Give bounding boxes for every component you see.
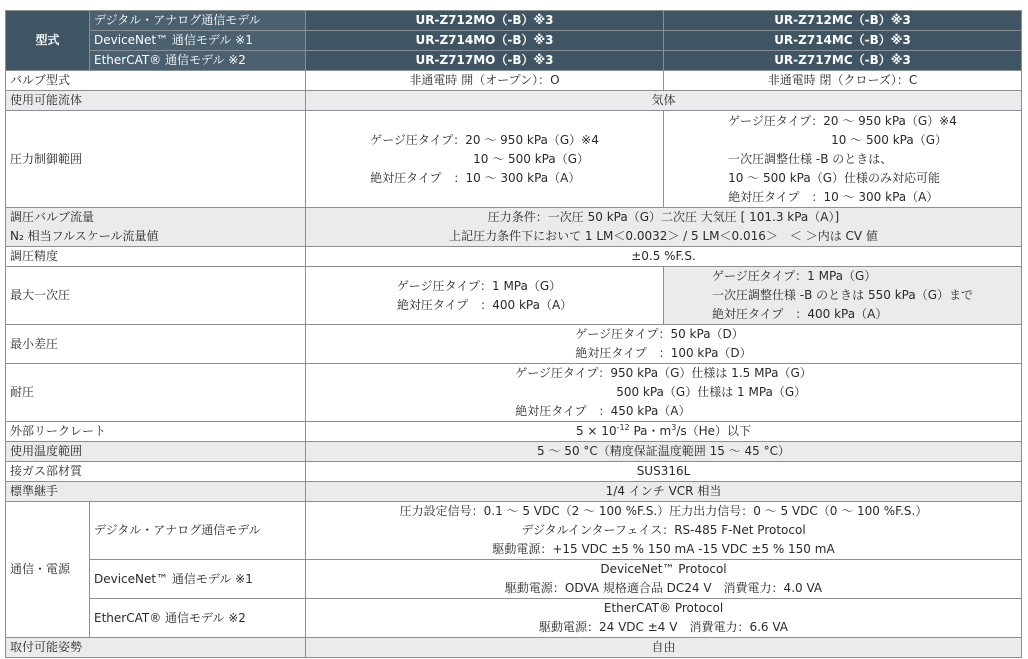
proof-value (306, 364, 1022, 422)
min-diff-line: 絶対圧タイプ ：100 kPa（D） (575, 346, 752, 360)
leak-mid: Pa・m (629, 424, 672, 438)
max-primary-mc-line: 一次圧調整仕様 -B のときは 550 kPa（G）まで (711, 288, 974, 302)
fitting-value: 1/4 インチ VCR 相当 (306, 482, 1022, 502)
comm-digital-line: デジタルインターフェイス：RS-485 F-Net Protocol (521, 523, 806, 537)
proof-label: 耐圧 (6, 364, 306, 422)
pressure-range-mc-line: ゲージ圧タイプ：20 ～ 950 kPa（G）※4 (728, 113, 957, 128)
flow-label-line1: 調圧バルブ流量 (10, 210, 95, 224)
material-value: SUS316L (306, 462, 1022, 482)
model-digital-mc: UR-Z712MC（-B）※3 (664, 11, 1022, 31)
pressure-range-mc (664, 111, 1022, 208)
comm-digital-line: 駆動電源：+15 VDC ±5 % 150 mA -15 VDC ±5 % 150 mA (492, 542, 835, 556)
leak-label: 外部リークレート (6, 422, 306, 442)
max-primary-mo-line: 絶対圧タイプ ：400 kPa（A） (396, 297, 573, 312)
leak-exp: -12 (616, 423, 630, 432)
valve-type-mo: 非通電時 開（オープン）：O (306, 71, 664, 91)
comm-ethercat-line: 駆動電源：24 VDC ±4 V 消費電力：6.6 VA (539, 620, 788, 634)
max-primary-mo (306, 267, 664, 325)
proof-line: 絶対圧タイプ ：450 kPa（A） (515, 404, 691, 418)
max-primary-mc-line: 絶対圧タイプ ：400 kPa（A） (711, 307, 888, 321)
model-devicenet-mo: UR-Z714MO（-B）※3 (306, 31, 664, 51)
flow-value (306, 208, 1022, 247)
leak-pre: 5 × 10 (575, 424, 617, 438)
leak-value (306, 422, 1022, 442)
model-devicenet-mc: UR-Z714MC（-B）※3 (664, 31, 1022, 51)
pressure-range-mo-line: 10 ～ 500 kPa（G） (473, 151, 590, 166)
max-primary-mc-line: ゲージ圧タイプ：1 MPa（G） (711, 269, 877, 283)
comm-ethercat-line: EtherCAT® Protocol (603, 601, 724, 615)
flow-label-line2: N₂ 相当フルスケール流量値 (10, 229, 159, 243)
comm-digital-name: デジタル・アナログ通信モデル (90, 502, 306, 560)
comm-digital-line: 圧力設定信号：0.1 ～ 5 VDC（2 ～ 100 %F.S.）圧力出力信号：0 ～ 5 VDC（0 ～ 100 %F.S.） (399, 504, 928, 518)
flow-value-line1: 圧力条件：一次圧 50 kPa（G）二次圧 大気圧 [ 101.3 kPa（A）] (487, 210, 840, 224)
spec-table (5, 10, 1022, 658)
min-diff-line: ゲージ圧タイプ：50 kPa（D） (575, 327, 744, 341)
fluid-label: 使用可能流体 (6, 91, 306, 111)
comm-ethercat-value (306, 599, 1022, 638)
comm-devicenet-line: 駆動電源：ODVA 規格適合品 DC24 V 消費電力：4.0 VA (504, 581, 823, 595)
mount-value: 自由 (306, 638, 1022, 658)
comm-devicenet-name: DeviceNet™ 通信モデル ※1 (90, 560, 306, 599)
pressure-range-mo (306, 111, 664, 208)
temp-label: 使用温度範囲 (6, 442, 306, 462)
pressure-range-mc-line: 絶対圧タイプ ：10 ～ 300 kPa（A） (728, 189, 939, 204)
model-header-label: 型式 (6, 11, 90, 71)
material-label: 接ガス部材質 (6, 462, 306, 482)
comm-ethercat-name: EtherCAT® 通信モデル ※2 (90, 599, 306, 638)
pressure-range-mc-line: 一次圧調整仕様 -B のときは、 (728, 151, 893, 166)
model-devicenet-name: DeviceNet™ 通信モデル ※1 (90, 31, 306, 51)
proof-line: 500 kPa（G）仕様は 1 MPa（G） (616, 385, 807, 399)
max-primary-mc (664, 267, 1022, 325)
model-ethercat-name: EtherCAT® 通信モデル ※2 (90, 51, 306, 71)
pressure-range-mc-line: 10 ～ 500 kPa（G）仕様のみ対応可能 (728, 170, 941, 185)
model-ethercat-mc: UR-Z717MC（-B）※3 (664, 51, 1022, 71)
accuracy-value: ±0.5 %F.S. (306, 247, 1022, 267)
flow-label (6, 208, 306, 247)
pressure-range-mc-line: 10 ～ 500 kPa（G） (831, 132, 948, 147)
model-ethercat-mo: UR-Z717MO（-B）※3 (306, 51, 664, 71)
comm-label: 通信・電源 (6, 502, 90, 638)
max-primary-label: 最大一次圧 (6, 267, 306, 325)
pressure-range-mo-line: ゲージ圧タイプ：20 ～ 950 kPa（G）※4 (370, 132, 599, 147)
leak-exp2: 3 (671, 423, 677, 432)
comm-devicenet-line: DeviceNet™ Protocol (600, 562, 727, 576)
comm-digital-value (306, 502, 1022, 560)
model-digital-name: デジタル・アナログ通信モデル (90, 11, 306, 31)
min-diff-value (306, 325, 1022, 364)
fitting-label: 標準継手 (6, 482, 306, 502)
pressure-range-label: 圧力制御範囲 (6, 111, 306, 208)
temp-value: 5 ～ 50 °C（精度保証温度範囲 15 ～ 45 °C） (306, 442, 1022, 462)
pressure-range-mo-line: 絶対圧タイプ ：10 ～ 300 kPa（A） (370, 170, 581, 185)
flow-value-line2: 上記圧力条件下において 1 LM＜0.0032＞ / 5 LM＜0.016＞ ＜ ＞内は CV 値 (449, 229, 878, 243)
leak-post: /s（He）以下 (676, 424, 752, 438)
accuracy-label: 調圧精度 (6, 247, 306, 267)
min-diff-label: 最小差圧 (6, 325, 306, 364)
mount-label: 取付可能姿勢 (6, 638, 306, 658)
model-digital-mo: UR-Z712MO（-B）※3 (306, 11, 664, 31)
max-primary-mo-line: ゲージ圧タイプ：1 MPa（G） (396, 278, 562, 293)
comm-devicenet-value (306, 560, 1022, 599)
fluid-value: 気体 (306, 91, 1022, 111)
proof-line: ゲージ圧タイプ：950 kPa（G）仕様は 1.5 MPa（G） (515, 366, 812, 380)
valve-type-mc: 非通電時 閉（クローズ）：C (664, 71, 1022, 91)
valve-type-label: バルブ型式 (6, 71, 306, 91)
